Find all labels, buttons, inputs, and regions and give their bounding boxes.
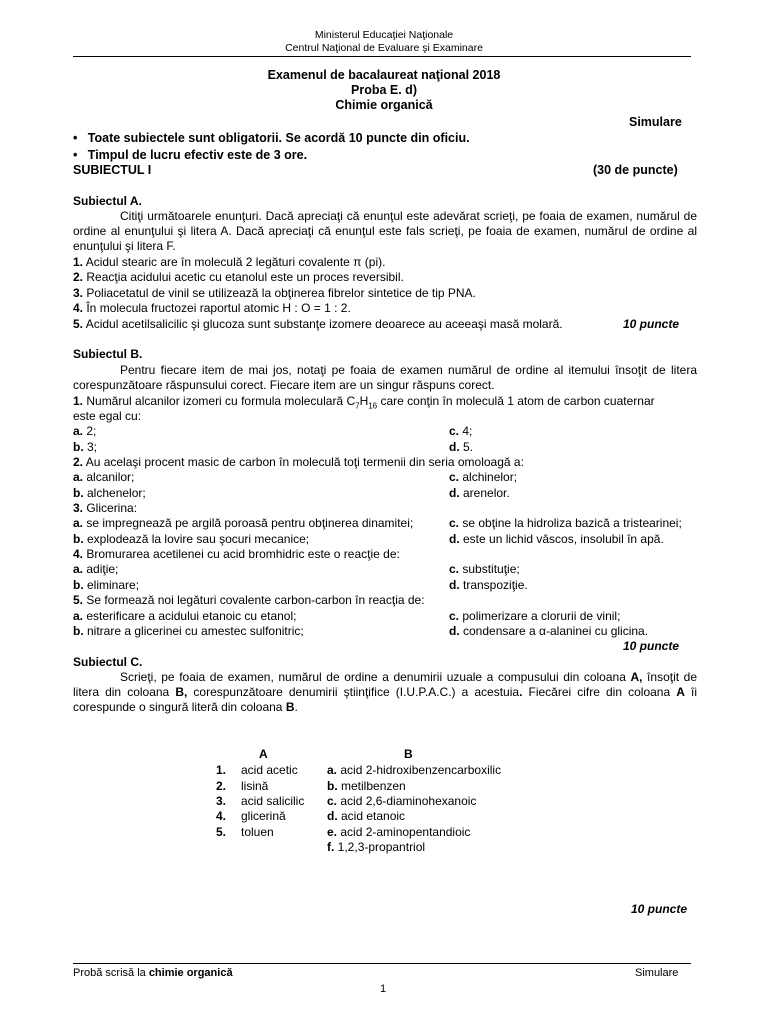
question-1 bbox=[73, 394, 691, 409]
item-text: Acidul acetilsalicilic şi glucoza sunt substanţe izomere deoarece au aceeaşi masă molară. bbox=[83, 317, 563, 331]
exam-proba: Proba E. d) bbox=[351, 83, 417, 97]
page-number: 1 bbox=[380, 983, 387, 995]
option-letter: d. bbox=[449, 532, 460, 546]
col-b-item bbox=[327, 779, 406, 794]
col-b-letter: d. bbox=[327, 809, 338, 823]
option-text: alchenelor; bbox=[83, 486, 146, 500]
sub-a-item bbox=[73, 301, 691, 316]
sub-b-heading: Subiectul B. bbox=[73, 347, 143, 361]
option-text: substituţie; bbox=[459, 562, 520, 576]
option-text: alcanilor; bbox=[83, 470, 135, 484]
center-name: Centrul Naţional de Evaluare şi Examinare bbox=[285, 42, 483, 54]
col-b-name: metilbenzen bbox=[337, 779, 406, 793]
col-b-letter: a. bbox=[327, 763, 338, 777]
option-letter: d. bbox=[449, 440, 460, 454]
col-a-number: 2. bbox=[216, 779, 227, 793]
option bbox=[73, 578, 691, 593]
option bbox=[449, 609, 620, 624]
rule-2-text: Timpul de lucru efectiv este de 3 ore. bbox=[87, 148, 308, 162]
question-number: 4. bbox=[73, 547, 84, 561]
option-letter: c. bbox=[449, 470, 460, 484]
subscript: 7 bbox=[355, 401, 360, 411]
col-b-item bbox=[327, 809, 405, 824]
question-number: 1. bbox=[73, 394, 84, 408]
item-number: 2. bbox=[73, 270, 84, 284]
option bbox=[449, 440, 473, 455]
option-letter: b. bbox=[73, 440, 84, 454]
col-b-item bbox=[327, 763, 501, 778]
sub-a-item bbox=[73, 286, 691, 301]
option-letter: a. bbox=[73, 562, 84, 576]
exam-title: Examenul de bacalaureat naţional 2018 bbox=[267, 68, 501, 82]
option bbox=[449, 578, 528, 593]
option bbox=[73, 424, 691, 439]
option-text: eliminare; bbox=[83, 578, 140, 592]
item-text: Acidul stearic are în moleculă 2 legături covalente π (pi). bbox=[83, 255, 386, 269]
intro-col-ref: A, bbox=[630, 670, 643, 684]
question-number: 2. bbox=[73, 455, 84, 469]
option-letter: c. bbox=[449, 562, 460, 576]
option-letter: a. bbox=[73, 470, 84, 484]
col-b-name: acid 2-aminopentandioic bbox=[337, 825, 471, 839]
sub-a-points: 10 puncte bbox=[623, 317, 680, 331]
sub-a-item bbox=[73, 317, 691, 332]
option-letter: d. bbox=[449, 624, 460, 638]
option bbox=[449, 470, 517, 485]
exam-subject: Chimie organică bbox=[335, 98, 433, 112]
option-text: se impregnează pe argilă poroasă pentru obţinerea dinamitei; bbox=[83, 516, 414, 530]
col-b-item bbox=[327, 825, 470, 840]
question-number: 3. bbox=[73, 501, 84, 515]
col-a-number: 5. bbox=[216, 825, 227, 839]
sub-b-points: 10 puncte bbox=[623, 639, 680, 653]
option-text: se obţine la hidroliza bazică a tristearinei; bbox=[459, 516, 682, 530]
option bbox=[449, 486, 510, 501]
simulare-label: Simulare bbox=[629, 115, 682, 129]
col-a-name: acid acetic bbox=[241, 763, 298, 777]
col-a-name: lisină bbox=[241, 779, 269, 793]
column-a-heading: A bbox=[259, 747, 268, 761]
footer-rule bbox=[73, 963, 691, 964]
col-a-name: acid salicilic bbox=[241, 794, 305, 808]
question-text: Glicerina: bbox=[83, 501, 138, 515]
sub-c-heading: Subiectul C. bbox=[73, 655, 143, 669]
col-b-letter: c. bbox=[327, 794, 338, 808]
subscript: 16 bbox=[368, 401, 378, 411]
item-text: În molecula fructozei raportul atomic H : O = 1 : 2. bbox=[83, 301, 351, 315]
option-text: 2; bbox=[83, 424, 97, 438]
intro-text: . bbox=[519, 685, 523, 699]
option-text: 5. bbox=[459, 440, 474, 454]
option-text: esterificare a acidului etanoic cu etanol; bbox=[83, 609, 297, 623]
col-a-number: 1. bbox=[216, 763, 227, 777]
footer-subject: chimie organică bbox=[148, 967, 233, 979]
intro-col-ref: A bbox=[676, 685, 685, 699]
question-2 bbox=[73, 455, 691, 470]
intro-text: îi corespunde o singură literă din coloana bbox=[73, 685, 697, 714]
intro-col-ref: B bbox=[285, 700, 295, 714]
item-number: 1. bbox=[73, 255, 84, 269]
sub-a-intro: Citiţi următoarele enunţuri. Dacă apreciaţi că enunţul este adevărat scrieţi, pe foaia de examen, numărul de ordine al enunţului şi litera A. Dacă apreciaţi că enunţul este fals scrieţi, pe foaia de examen, numărul de ordine al enunţului şi litera F. bbox=[73, 209, 697, 253]
item-text: Reacţia acidului acetic cu etanolul este un proces reversibil. bbox=[83, 270, 404, 284]
col-b-item bbox=[327, 840, 425, 855]
sub-a-item bbox=[73, 270, 691, 285]
question-number: 5. bbox=[73, 593, 84, 607]
option-text: alchinelor; bbox=[459, 470, 518, 484]
col-a-name: toluen bbox=[241, 825, 274, 839]
question-text: Au acelaşi procent masic de carbon în moleculă toţi termenii din seria omoloagă a: bbox=[83, 455, 524, 469]
option-text: condensare a α-alaninei cu glicina. bbox=[459, 624, 649, 638]
option-text: 3; bbox=[83, 440, 98, 454]
option-text: nitrare a glicerinei cu amestec sulfonitric; bbox=[83, 624, 304, 638]
option bbox=[449, 516, 682, 531]
intro-text: corespunzătoare denumirii ştiinţifice (I.U.P.A.C.) a acestuia bbox=[187, 685, 520, 699]
rule-1-text: Toate subiectele sunt obligatorii. Se acordă 10 puncte din oficiu. bbox=[87, 131, 470, 145]
question-5 bbox=[73, 593, 691, 608]
intro-text: Fiecărei cifre din coloana bbox=[522, 685, 677, 699]
option bbox=[449, 624, 648, 639]
item-number: 5. bbox=[73, 317, 84, 331]
rule-2: • Timpul de lucru efectiv este de 3 ore. bbox=[73, 148, 308, 162]
option-letter: c. bbox=[449, 424, 460, 438]
option-letter: b. bbox=[73, 624, 84, 638]
question-text: Bromurarea acetilenei cu acid bromhidric este o reacţie de: bbox=[83, 547, 400, 561]
col-a-number: 4. bbox=[216, 809, 227, 823]
intro-text: însoţit de litera din coloana bbox=[73, 670, 698, 699]
question-text: Se formează noi legături covalente carbon-carbon în reacţia de: bbox=[83, 593, 425, 607]
option bbox=[449, 562, 520, 577]
item-text: Poliacetatul de vinil se utilizează la obţinerea fibrelor sintetice de tip PNA. bbox=[83, 286, 476, 300]
footer-left bbox=[73, 966, 233, 981]
option bbox=[449, 424, 472, 439]
ministry-name: Ministerul Educaţiei Naţionale bbox=[314, 29, 454, 41]
option-text: transpoziţie. bbox=[459, 578, 528, 592]
intro-text: Scrieţi, pe foaia de examen, numărul de ordine a denumirii uzuale a compusului din coloana bbox=[120, 670, 631, 684]
item-number: 3. bbox=[73, 286, 84, 300]
col-b-item bbox=[327, 794, 476, 809]
sub-c-intro bbox=[73, 670, 697, 715]
item-number: 4. bbox=[73, 301, 84, 315]
option-letter: c. bbox=[449, 516, 460, 530]
col-b-letter: e. bbox=[327, 825, 338, 839]
option bbox=[449, 532, 664, 547]
header-rule bbox=[73, 56, 691, 57]
option-text: adiţie; bbox=[83, 562, 119, 576]
option-letter: d. bbox=[449, 578, 460, 592]
option-text: este un lichid vâscos, insolubil în apă. bbox=[459, 532, 664, 546]
sub-a-heading: Subiectul A. bbox=[73, 194, 142, 208]
question-4 bbox=[73, 547, 691, 562]
option-text: polimerizare a clorurii de vinil; bbox=[459, 609, 621, 623]
footer-right: Simulare bbox=[635, 967, 679, 979]
option-letter: a. bbox=[73, 609, 84, 623]
option-letter: b. bbox=[73, 532, 84, 546]
option-letter: b. bbox=[73, 578, 84, 592]
option-letter: a. bbox=[73, 516, 84, 530]
sub-b-intro: Pentru fiecare item de mai jos, notaţi pe foaia de examen numărul de ordine al itemului însoţit de litera corespunzătoare răspunsului corect. Fiecare item are un singur răspuns corect. bbox=[73, 363, 697, 392]
option bbox=[73, 440, 691, 455]
question-1-cont: este egal cu: bbox=[73, 409, 142, 423]
option bbox=[73, 562, 691, 577]
option bbox=[73, 470, 691, 485]
intro-col-ref: B, bbox=[175, 685, 188, 699]
option-letter: a. bbox=[73, 424, 84, 438]
sub-c-points: 10 puncte bbox=[631, 902, 688, 916]
col-a-number: 3. bbox=[216, 794, 227, 808]
total-points: (30 de puncte) bbox=[593, 163, 678, 177]
col-b-letter: b. bbox=[327, 779, 338, 793]
option-letter: b. bbox=[73, 486, 84, 500]
question-text: H bbox=[359, 394, 369, 408]
question-3 bbox=[73, 501, 691, 516]
option-letter: c. bbox=[449, 609, 460, 623]
option bbox=[73, 486, 691, 501]
col-b-name: acid 2-hidroxibenzencarboxilic bbox=[337, 763, 502, 777]
subiectul-label: SUBIECTUL I bbox=[73, 163, 152, 177]
option-text: arenelor. bbox=[459, 486, 510, 500]
footer-text: Probă scrisă la bbox=[73, 967, 149, 979]
col-b-letter: f. bbox=[327, 840, 335, 854]
col-a-name: glicerină bbox=[241, 809, 286, 823]
col-b-name: acid etanoic bbox=[337, 809, 406, 823]
sub-a-item bbox=[73, 255, 691, 270]
option-text: 4; bbox=[459, 424, 473, 438]
rule-1: • Toate subiectele sunt obligatorii. Se acordă 10 puncte din oficiu. bbox=[73, 131, 470, 145]
option-text: explodează la lovire sau şocuri mecanice; bbox=[83, 532, 310, 546]
question-text: care conţin în moleculă 1 atom de carbon cuaternar bbox=[377, 394, 655, 408]
intro-text: . bbox=[294, 700, 298, 714]
question-text: Numărul alcanilor izomeri cu formula moleculară C bbox=[83, 394, 356, 408]
option-letter: d. bbox=[449, 486, 460, 500]
col-b-name: 1,2,3-propantriol bbox=[334, 840, 426, 854]
column-b-heading: B bbox=[404, 747, 413, 761]
col-b-name: acid 2,6-diaminohexanoic bbox=[337, 794, 477, 808]
